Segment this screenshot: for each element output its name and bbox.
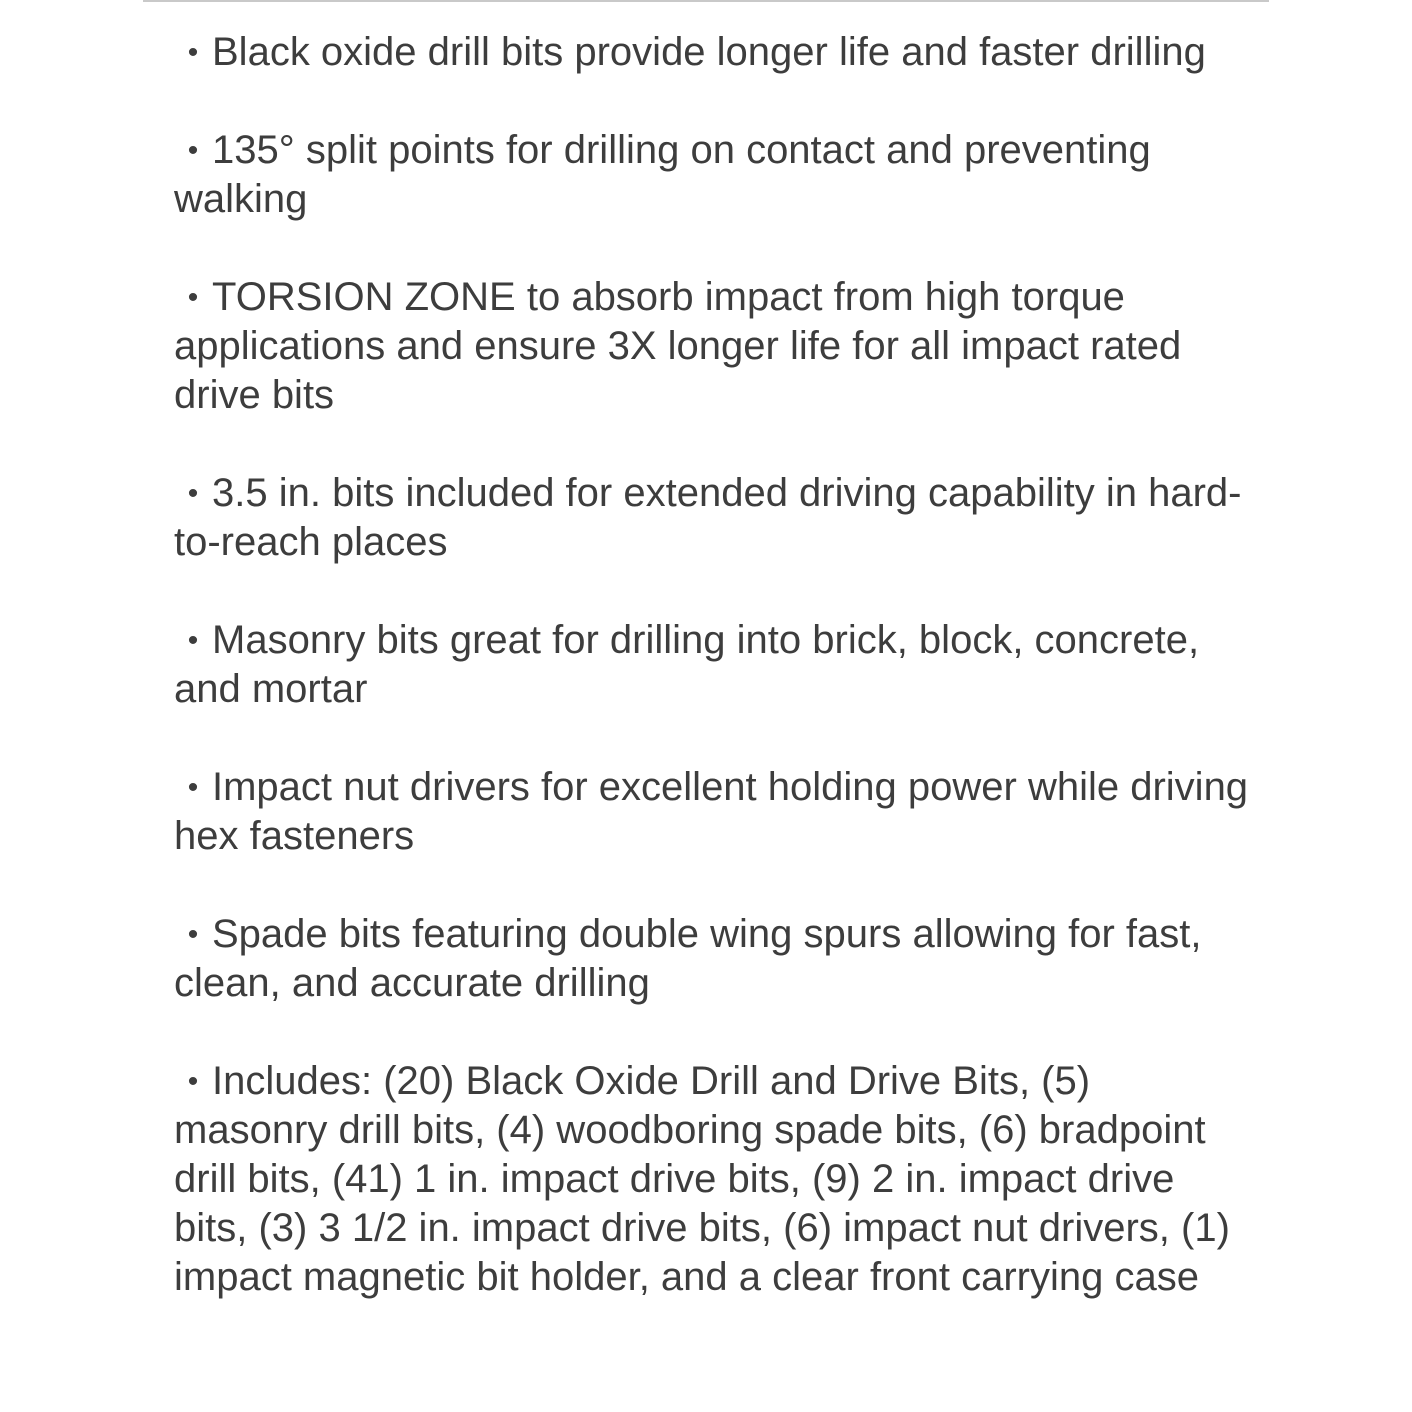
feature-text: Includes: (20) Black Oxide Drill and Drive Bits, (5) masonry drill bits, (4) woodboring spade bits, (6) bradpoint drill bits, (41) 1 in. impact drive bits, (9) 2 in. impact drive bits, (3) 3 1/2 in. impact drive bits, (6) impact nut drivers, (1) impact magnetic bit holder, and a clear front carrying case — [174, 1059, 1230, 1299]
bullet-glyph: • — [187, 624, 199, 657]
feature-text: Masonry bits great for drilling into brick, block, concrete, and mortar — [174, 618, 1200, 711]
feature-item — [174, 126, 1254, 224]
feature-item — [174, 910, 1254, 1008]
bullet-glyph: • — [187, 134, 199, 167]
bullet-glyph: • — [187, 771, 199, 804]
bullet-glyph: • — [187, 36, 199, 69]
bullet-glyph: • — [187, 477, 199, 510]
bullet-glyph: • — [187, 918, 199, 951]
feature-item — [174, 28, 1254, 77]
feature-text: 3.5 in. bits included for extended driving capability in hard-to-reach places — [174, 471, 1242, 564]
feature-item — [174, 273, 1254, 420]
bullet-glyph: • — [187, 281, 199, 314]
feature-text: TORSION ZONE to absorb impact from high torque applications and ensure 3X longer life for all impact rated drive bits — [174, 275, 1182, 417]
feature-item — [174, 616, 1254, 714]
feature-item — [174, 1057, 1254, 1302]
bullet-glyph: • — [187, 1065, 199, 1098]
feature-text: Black oxide drill bits provide longer life and faster drilling — [212, 30, 1206, 74]
feature-text: Spade bits featuring double wing spurs allowing for fast, clean, and accurate drilling — [174, 912, 1202, 1005]
feature-item — [174, 763, 1254, 861]
feature-list — [174, 28, 1254, 1302]
top-divider — [143, 0, 1269, 2]
feature-text: Impact nut drivers for excellent holding power while driving hex fasteners — [174, 765, 1249, 858]
feature-item — [174, 469, 1254, 567]
feature-text: 135° split points for drilling on contact and preventing walking — [174, 128, 1151, 221]
